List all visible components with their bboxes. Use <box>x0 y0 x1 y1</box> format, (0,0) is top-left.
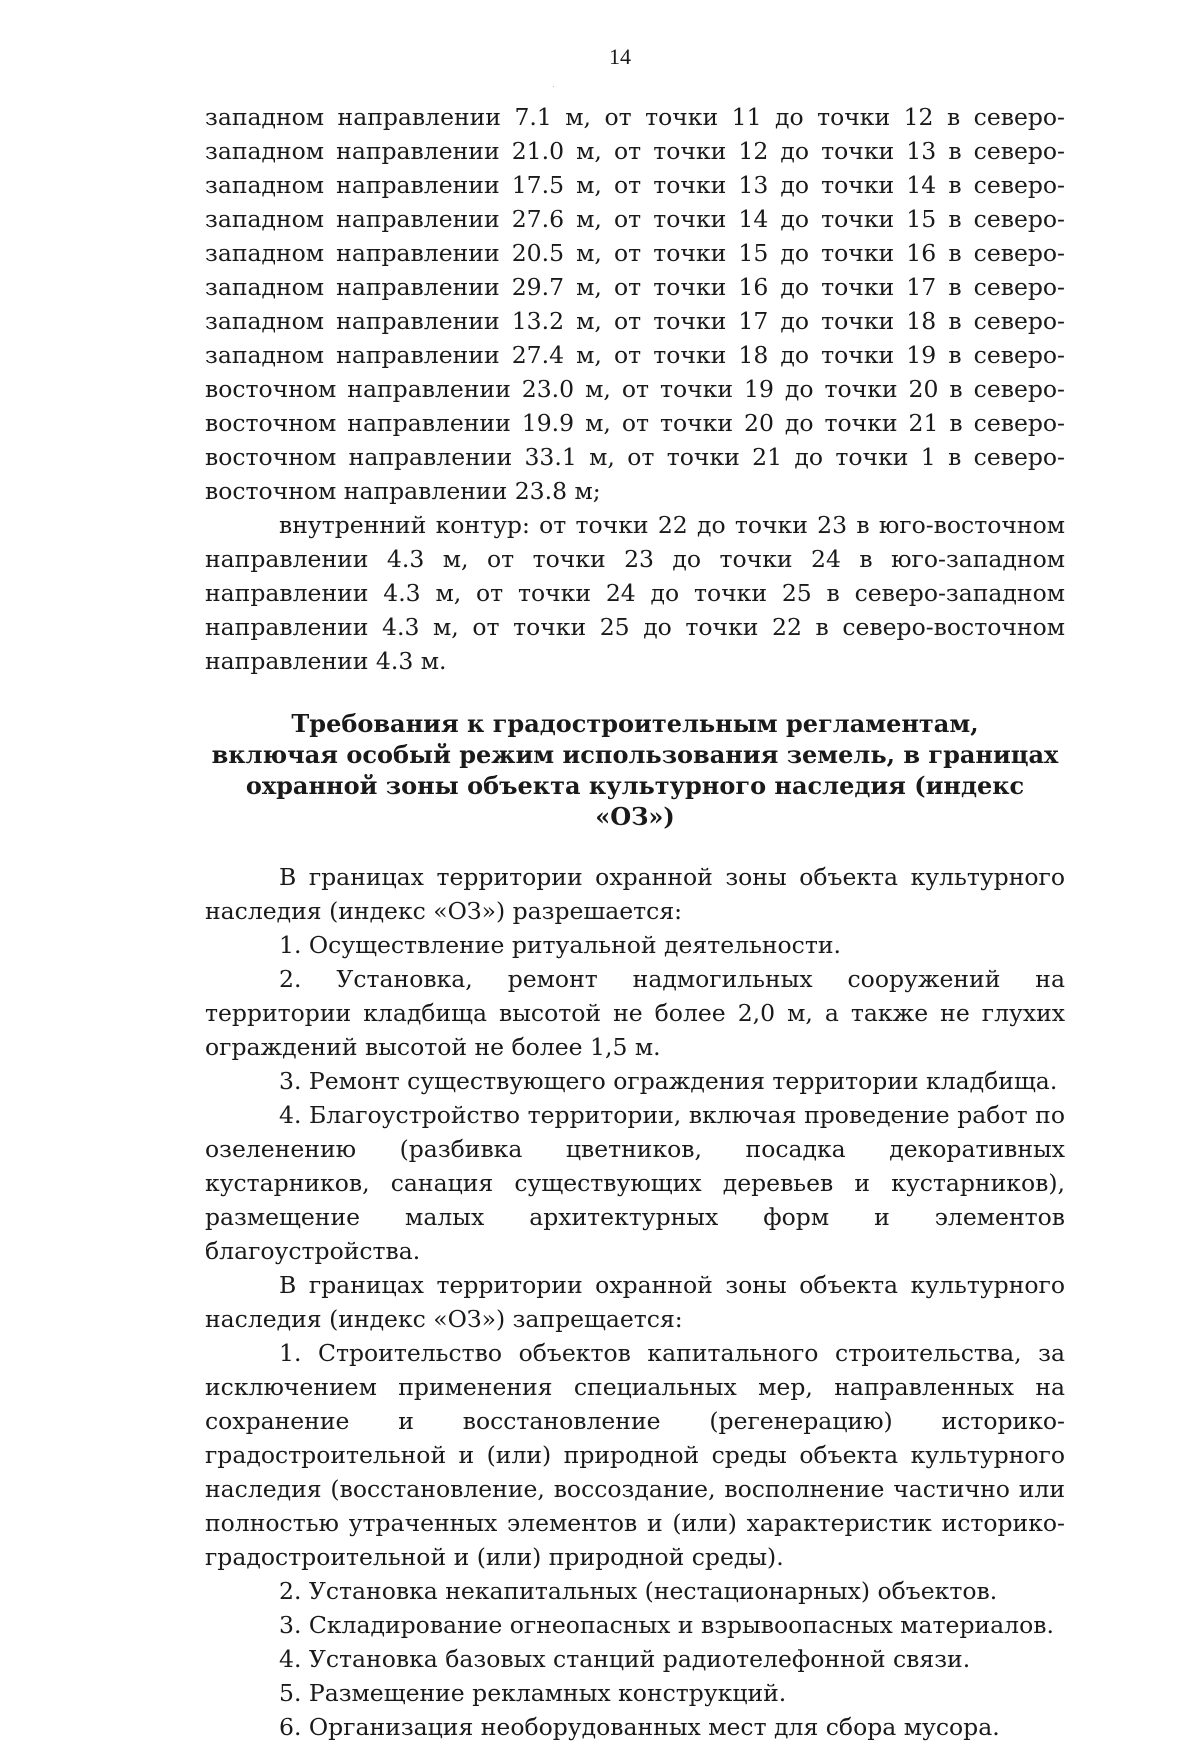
section-heading <box>205 708 1065 832</box>
forbidden-item: 3. Складирование огнеопасных и взрывоопасных материалов. <box>279 1611 1054 1639</box>
heading-line-2: включая особый режим использования земель, в границах <box>211 740 1059 769</box>
allowed-item: 2. Установка, ремонт надмогильных сооружений на территории кладбища высотой не более 2,0 м, а также не глухих ограждений высотой не более 1,5 м. <box>205 965 1065 1061</box>
heading-line-1: Требования к градостроительным регламентам, <box>291 709 979 738</box>
forbidden-item: 1. Строительство объектов капитального строительства, за исключением применения специальных мер, направленных на сохранение и восстановление (регенерацию) историко-градостроительной и (или) природной среды объекта культурного наследия (восстановление, воссоздание, восполнение частично или полностью утраченных элементов и (или) характеристик историко-градостроительной и (или) природной среды). <box>205 1339 1065 1571</box>
forbidden-item: 2. Установка некапитальных (нестационарных) объектов. <box>279 1577 998 1605</box>
page-number: 14 <box>609 44 631 69</box>
allowed-item: 4. Благоустройство территории, включая проведение работ по озеленению (разбивка цветников, посадка декоративных кустарников, санация существующих деревьев и кустарников), размещение малых архитектурных форм и элементов благоустройства. <box>205 1101 1065 1265</box>
scan-speck <box>553 86 554 87</box>
document-body <box>205 100 1065 1744</box>
allowed-intro: В границах территории охранной зоны объекта культурного наследия (индекс «ОЗ») разрешается: <box>205 863 1065 925</box>
allowed-item: 3. Ремонт существующего ограждения территории кладбища. <box>279 1067 1058 1095</box>
paragraph-boundary-inner: внутренний контур: от точки 22 до точки 23 в юго-восточном направлении 4.3 м, от точки 23 до точки 24 в юго-западном направлении 4.3 м, от точки 24 до точки 25 в северо-западном направлении 4.3 м, от точки 25 до точки 22 в северо-восточном направлении 4.3 м. <box>205 511 1065 675</box>
forbidden-item: 6. Организация необорудованных мест для сбора мусора. <box>279 1713 1000 1741</box>
allowed-item: 1. Осуществление ритуальной деятельности. <box>279 931 841 959</box>
forbidden-item: 5. Размещение рекламных конструкций. <box>279 1679 787 1707</box>
heading-line-3: охранной зоны объекта культурного наследия (индекс «ОЗ») <box>245 771 1025 831</box>
forbidden-intro: В границах территории охранной зоны объекта культурного наследия (индекс «ОЗ») запрещается: <box>205 1271 1065 1333</box>
forbidden-item: 4. Установка базовых станций радиотелефонной связи. <box>279 1645 971 1673</box>
paragraph-boundary-outer: западном направлении 7.1 м, от точки 11 до точки 12 в северо-западном направлении 21.0 м, от точки 12 до точки 13 в северо-западном направлении 17.5 м, от точки 13 до точки 14 в северо-западном направлении 27.6 м, от точки 14 до точки 15 в северо-западном направлении 20.5 м, от точки 15 до точки 16 в северо-западном направлении 29.7 м, от точки 16 до точки 17 в северо-западном направлении 13.2 м, от точки 17 до точки 18 в северо-западном направлении 27.4 м, от точки 18 до точки 19 в северо-восточном направлении 23.0 м, от точки 19 до точки 20 в северо-восточном направлении 19.9 м, от точки 20 до точки 21 в северо-восточном направлении 33.1 м, от точки 21 до точки 1 в северо-восточном направлении 23.8 м; <box>205 103 1065 505</box>
